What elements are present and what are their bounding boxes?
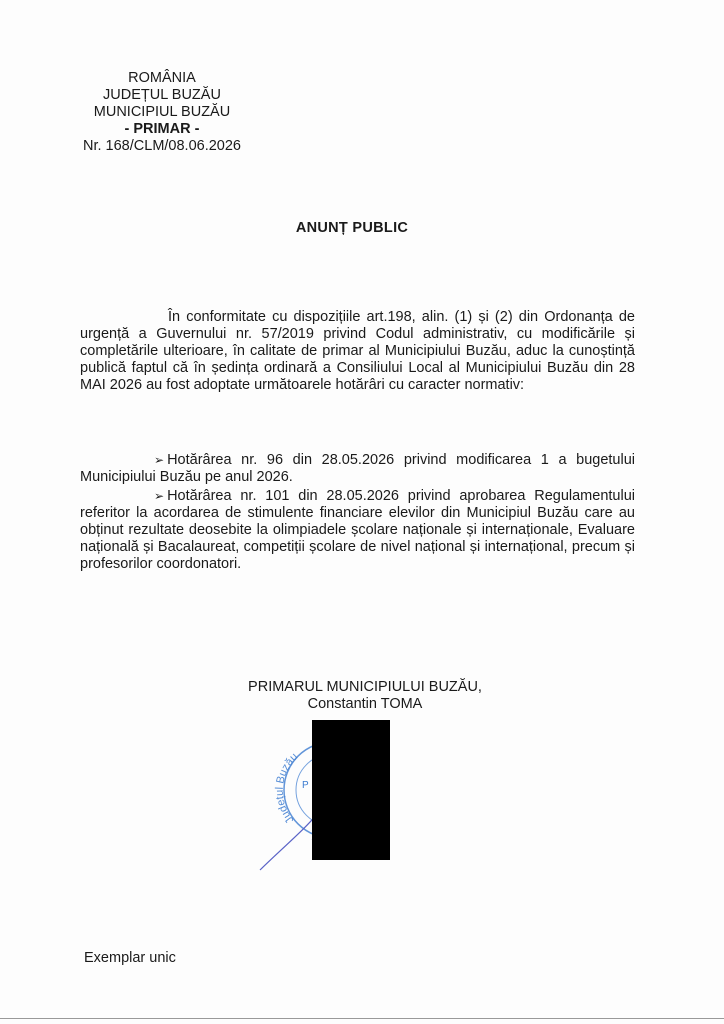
signatory-role: PRIMARUL MUNICIPIULUI BUZĂU, bbox=[248, 679, 482, 695]
footer-note: Exemplar unic bbox=[84, 950, 176, 966]
page-edge-rule bbox=[0, 1018, 724, 1019]
decision-text: Hotărârea nr. 101 din 28.05.2026 privind aprobarea Regulamentului referitor la acordarea de stimulente financiare elevilor din Municipiul Buzău care au obținut rezultate deosebite la olimpiadele școlare naționale și internaționale, Evaluare națională și Bacalaureat, competiții școlare de nivel național și internațional, precum și profesorilor coordonatori. bbox=[80, 488, 635, 572]
decision-item bbox=[80, 452, 635, 486]
redaction-box bbox=[312, 720, 390, 860]
intro-paragraph: În conformitate cu dispozițiile art.198, alin. (1) și (2) din Ordonanța de urgență a Guvernului nr. 57/2019 privind Codul administrativ, cu modificările și completările ulterioare, în calitate de primar al Municipiului Buzău, aduc la cunoștință publică faptul că în ședința ordinară a Consiliului Local al Municipiului Buzău din 28 MAI 2026 au fost adoptate următoarele hotărâri cu caracter normativ: bbox=[80, 309, 635, 393]
header-office: - PRIMAR - bbox=[124, 121, 200, 137]
header-county: JUDEȚUL BUZĂU bbox=[103, 87, 221, 103]
header-municipality: MUNICIPIUL BUZĂU bbox=[93, 104, 231, 120]
letterhead bbox=[72, 70, 252, 155]
arrow-bullet-icon: ➢ bbox=[154, 453, 165, 467]
stamp-letter: P bbox=[302, 780, 309, 791]
header-reference: Nr. 168/CLM/08.06.2026 bbox=[83, 138, 241, 154]
decision-text: Hotărârea nr. 96 din 28.05.2026 privind modificarea 1 a bugetului Municipiului Buzău pe anul 2026. bbox=[80, 452, 635, 485]
arrow-bullet-icon: ➢ bbox=[154, 489, 165, 503]
document-title: ANUNȚ PUBLIC bbox=[295, 220, 409, 236]
stamp-text: Județul Buzău bbox=[273, 750, 301, 826]
decision-item bbox=[80, 488, 635, 573]
signatory-name: Constantin TOMA bbox=[307, 696, 423, 712]
header-country: ROMÂNIA bbox=[128, 70, 196, 86]
signature-block bbox=[240, 679, 490, 713]
